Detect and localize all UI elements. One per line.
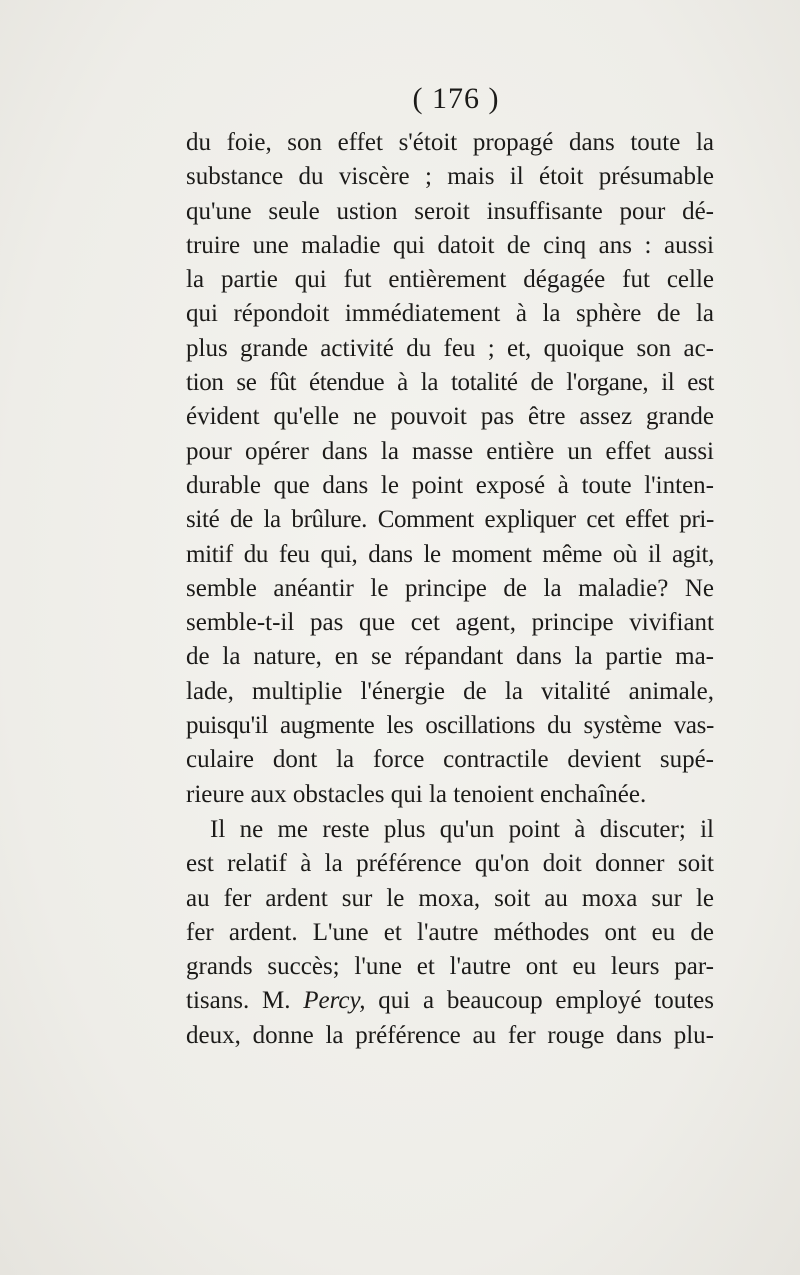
- text-line: semble-t-il pas que cet agent, principe vivifiant: [186, 609, 714, 637]
- text-line: mitif du feu qui, dans le moment même où il agit,: [186, 540, 714, 568]
- text-line: pour opérer dans la masse entière un effet aussi: [186, 437, 714, 465]
- text-line: Il ne me reste plus qu'un point à discuter; il: [210, 815, 714, 843]
- page-number: ( 176 ): [412, 82, 500, 115]
- text-line: du foie, son effet s'étoit propagé dans toute la: [186, 129, 714, 156]
- text-line: tion se fût étendue à la totalité de l'organe, il est: [186, 369, 714, 397]
- author-name: Percy,: [303, 987, 366, 1015]
- text-line: durable que dans le point exposé à toute l'inten-: [186, 471, 714, 499]
- text-line: évident qu'elle ne pouvoit pas être assez grande: [186, 403, 714, 431]
- paragraph-2: [186, 813, 714, 1053]
- text-line: est relatif à la préférence qu'on doit donner soit: [186, 850, 714, 878]
- text-line: au fer ardent sur le moxa, soit au moxa sur le: [186, 884, 714, 912]
- text-line: fer ardent. L'une et l'autre méthodes ont eu de: [186, 918, 714, 946]
- text-line: la partie qui fut entièrement dégagée fut celle: [186, 266, 714, 294]
- text-line: sité de la brûlure. Comment expliquer cet effet pri-: [186, 506, 714, 534]
- text-line: puisqu'il augmente les oscillations du système vas-: [186, 712, 714, 740]
- paragraph-1: [186, 126, 714, 812]
- text-line-with-name: [186, 984, 714, 1018]
- text-line: semble anéantir le principe de la maladie? Ne: [186, 574, 714, 602]
- text-line: qu'une seule ustion seroit insuffisante pour dé-: [186, 197, 714, 225]
- text-line: lade, multiplie l'énergie de la vitalité animale,: [186, 677, 714, 705]
- text-line: culaire dont la force contractile devient supé-: [186, 746, 714, 774]
- text-line: grands succès; l'une et l'autre ont eu leurs par-: [186, 953, 714, 981]
- text-line: substance du viscère ; mais il étoit présumable: [186, 163, 714, 191]
- text-line: de la nature, en se répandant dans la partie ma-: [186, 643, 714, 671]
- text-segment: qui a beaucoup employé toutes: [365, 987, 714, 1015]
- text-line: deux, donne la préférence au fer rouge dans plu-: [186, 1021, 714, 1049]
- text-line: qui répondoit immédiatement à la sphère de la: [186, 300, 714, 328]
- body-text: [186, 126, 714, 1053]
- text-segment: tisans. M.: [186, 987, 304, 1015]
- text-line: rieure aux obstacles qui la tenoient enchaînée.: [186, 780, 647, 808]
- text-line: truire une maladie qui datoit de cinq ans : aussi: [186, 231, 714, 259]
- text-line: plus grande activité du feu ; et, quoique son ac-: [186, 334, 714, 362]
